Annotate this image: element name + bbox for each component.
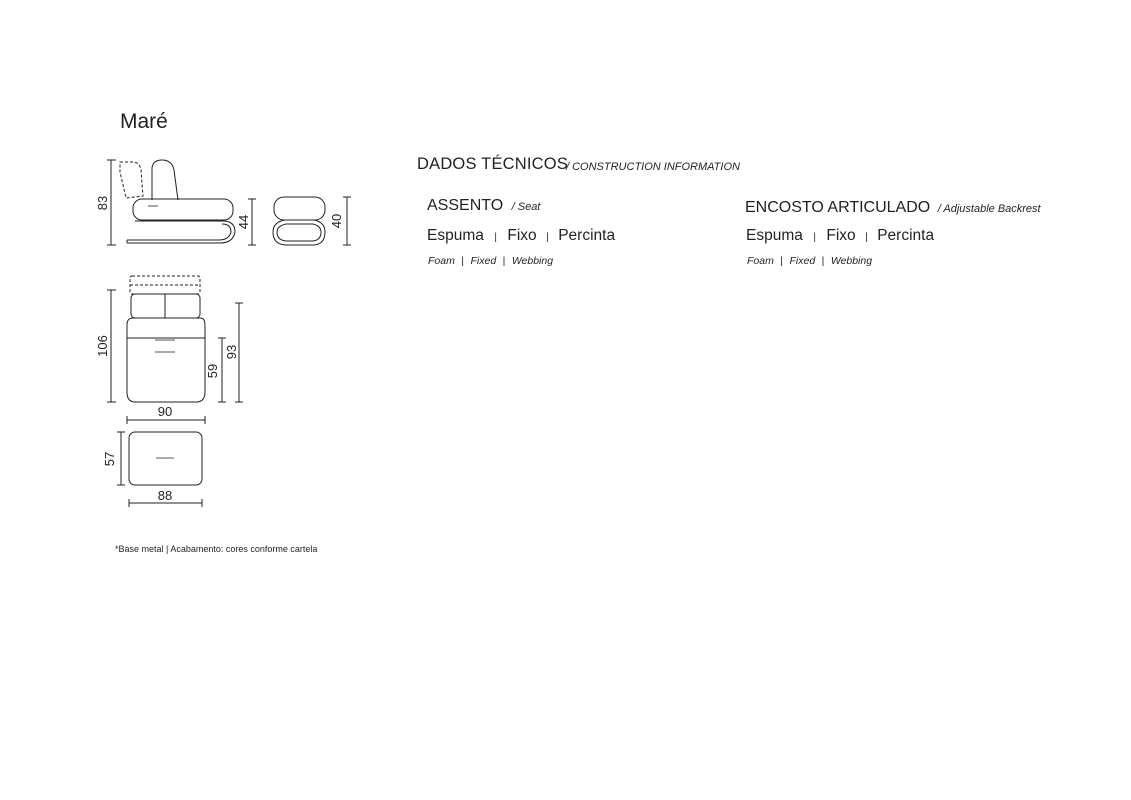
seat-label-en: / Seat [511, 201, 541, 213]
separator: | [813, 232, 816, 243]
seat-material-fixed-en: Fixed [470, 255, 497, 267]
dim-59-label: 59 [205, 363, 220, 379]
seat-materials [427, 227, 615, 245]
technical-title: DADOS TÉCNICOS [417, 155, 569, 173]
product-title: Maré [120, 110, 168, 133]
dim-106-label: 106 [95, 335, 110, 357]
backrest-material-foam-en: Foam [747, 255, 774, 267]
side-view-drawing [107, 160, 256, 245]
dim-40-label: 40 [329, 213, 344, 229]
backrest-material-fixed-en: Fixed [789, 255, 816, 267]
seat-material-foam-en: Foam [428, 255, 455, 267]
backrest-material-fixed: Fixo [826, 227, 856, 244]
seat-materials-en [428, 251, 553, 269]
dim-90-label: 90 [157, 404, 173, 419]
separator: | [546, 232, 549, 243]
backrest-material-webbing-en: Webbing [830, 255, 873, 267]
separator: | [494, 232, 497, 243]
dim-44-label: 44 [236, 214, 251, 230]
seat-material-webbing: Percinta [558, 227, 616, 244]
backrest-heading [745, 199, 1041, 217]
seat-material-webbing-en: Webbing [511, 255, 554, 267]
backrest-label-en: / Adjustable Backrest [937, 203, 1041, 215]
backrest-label: ENCOSTO ARTICULADO [745, 199, 931, 216]
footnote: *Base metal | Acabamento: cores conforme cartela [115, 544, 318, 554]
dim-83-label: 83 [95, 195, 110, 211]
seat-material-foam: Espuma [427, 227, 484, 244]
top-view-drawing [107, 276, 243, 424]
backrest-materials-en [747, 251, 872, 269]
backrest-material-foam: Espuma [746, 227, 803, 244]
separator: | [780, 255, 784, 267]
separator: | [502, 255, 506, 267]
backrest-materials [746, 227, 934, 245]
backrest-material-webbing: Percinta [877, 227, 935, 244]
seat-heading [427, 197, 540, 215]
separator: | [865, 232, 868, 243]
seat-label: ASSENTO [427, 197, 504, 214]
dim-88-label: 88 [157, 488, 173, 503]
separator: | [821, 255, 825, 267]
dim-93-label: 93 [224, 344, 239, 360]
technical-subtitle: / CONSTRUCTION INFORMATION [566, 161, 740, 173]
dim-57-label: 57 [102, 451, 117, 467]
separator: | [461, 255, 465, 267]
seat-material-fixed: Fixo [507, 227, 537, 244]
